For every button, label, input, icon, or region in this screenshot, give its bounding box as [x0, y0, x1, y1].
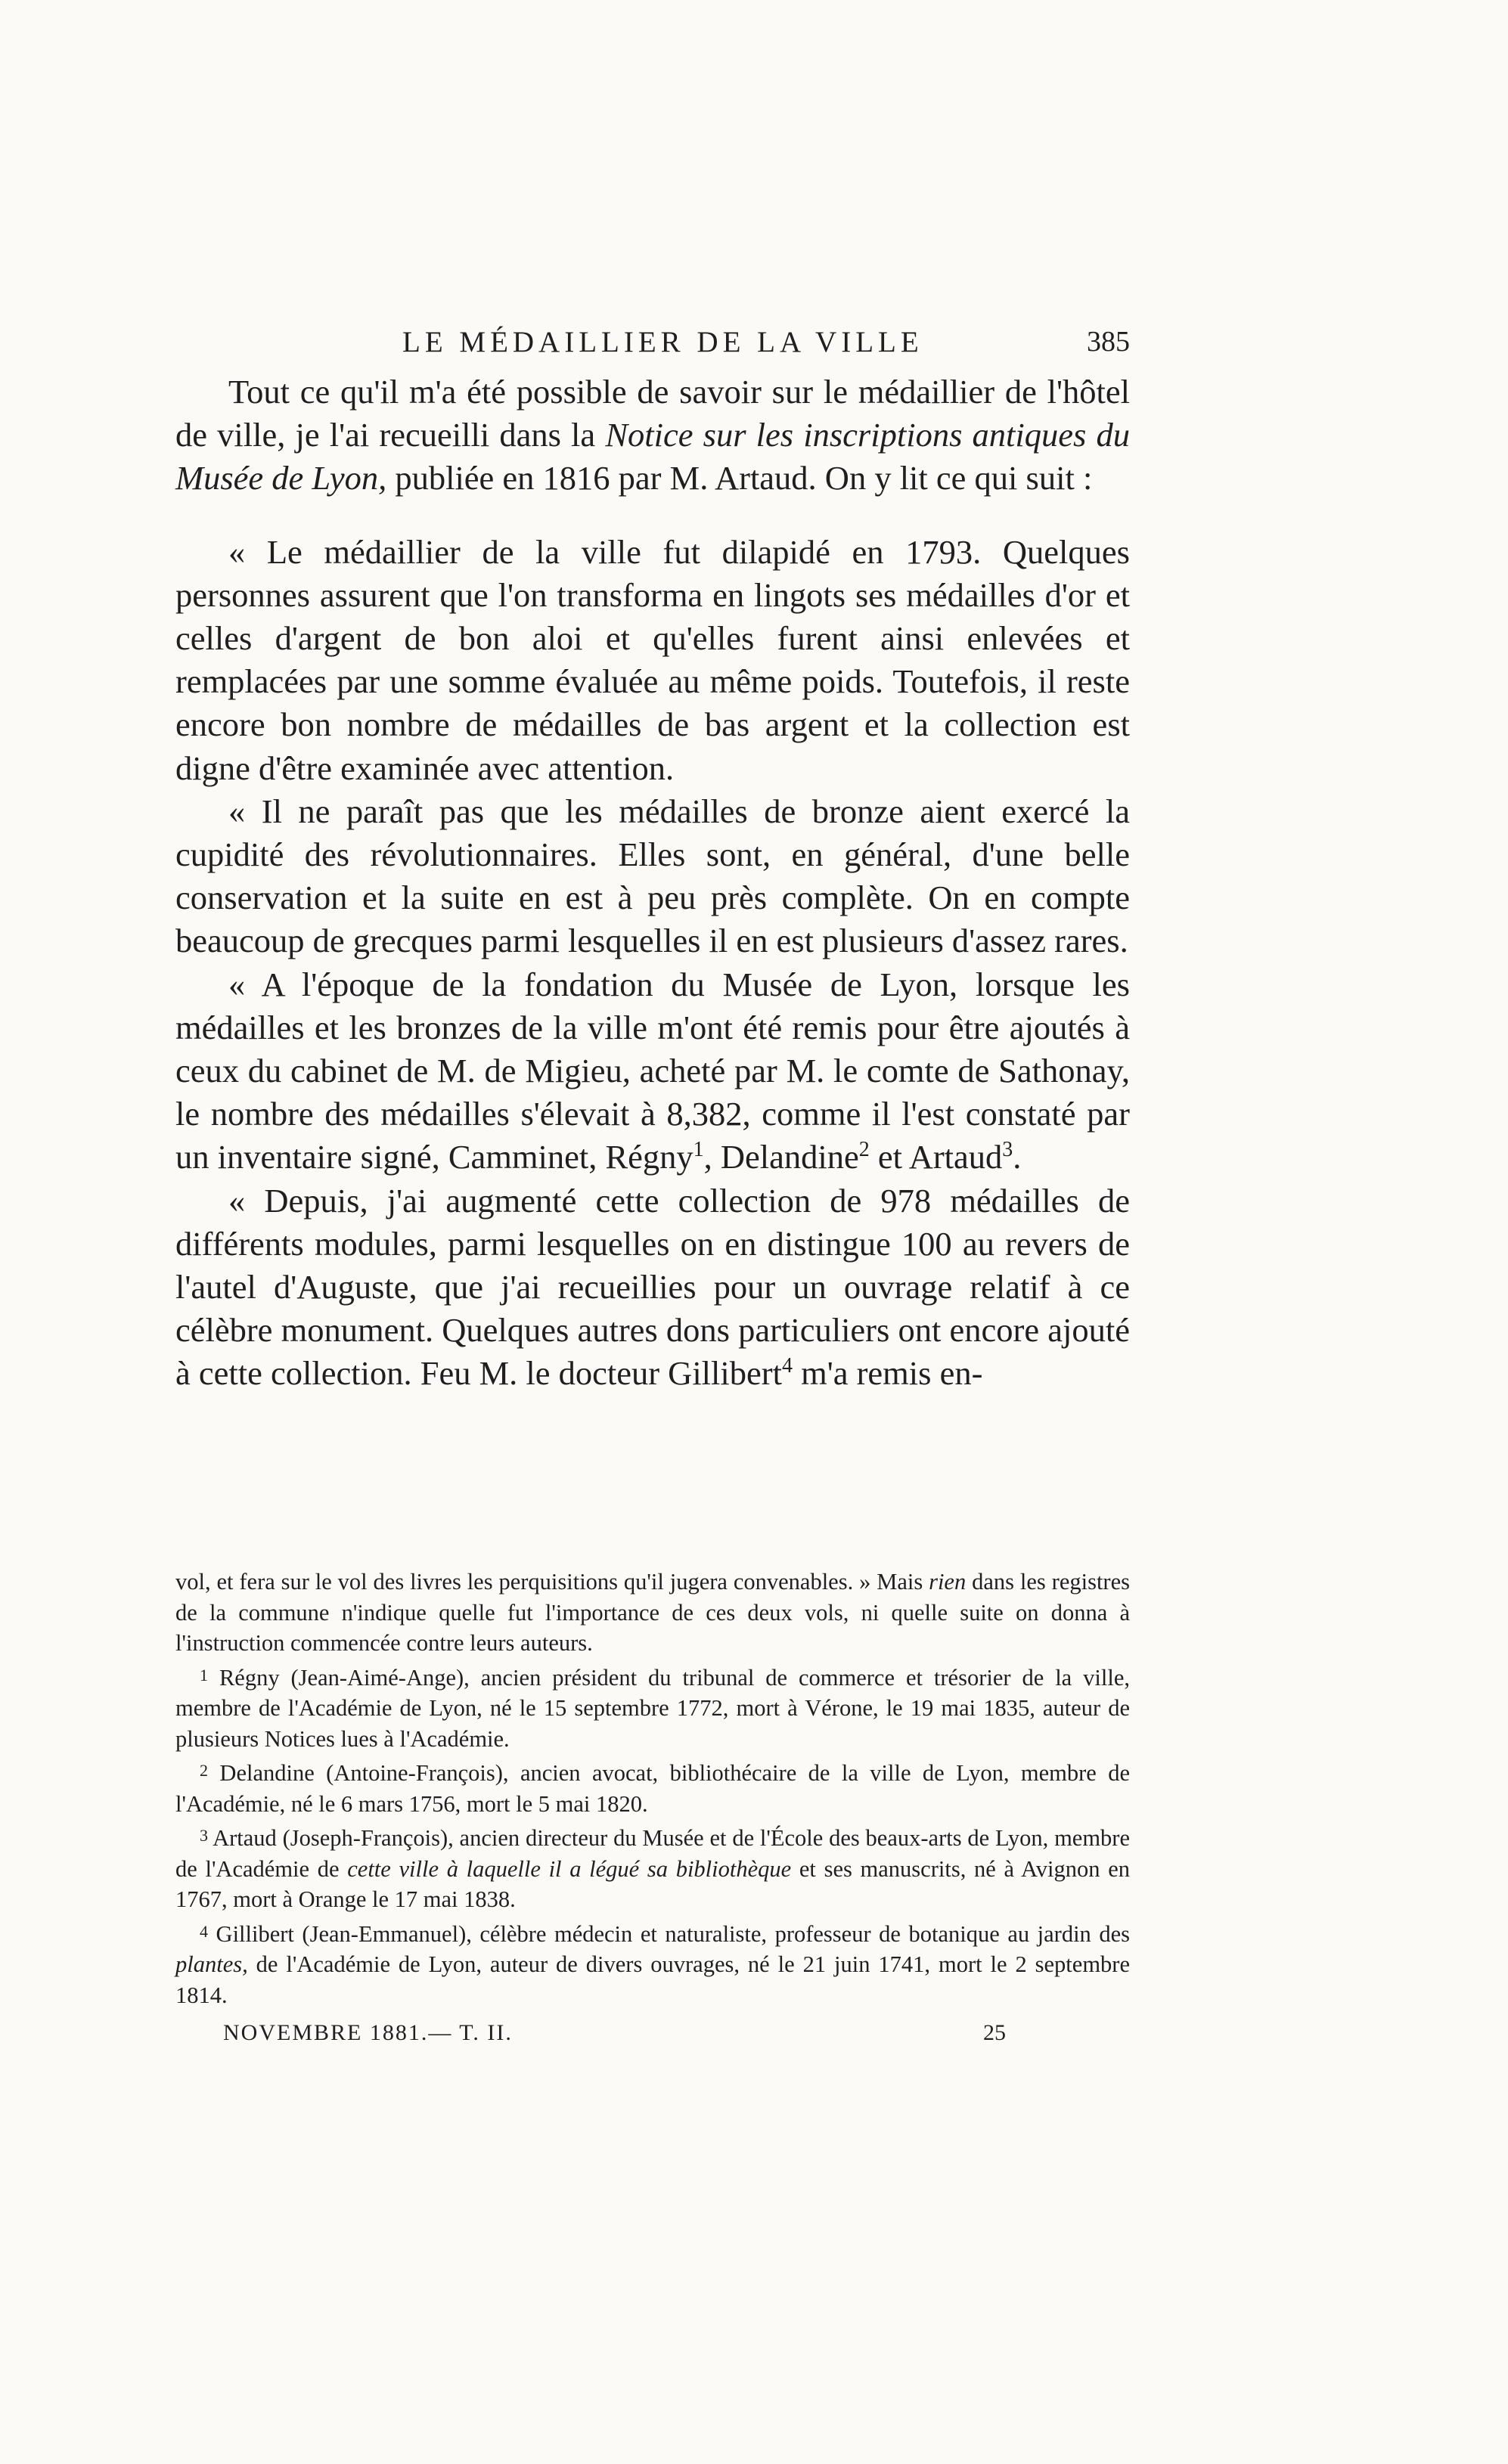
footnote-mark-2: 2 — [200, 1761, 208, 1780]
signature-line — [223, 2020, 1055, 2058]
footnote-2: $^2$ Delandine (Antoine-François), ancien avocat, bibliothécaire de la ville de Lyon, membre de l'Académie, né le 6 mars 1756, mort le 5 mai 1820. — [175, 1760, 1130, 1817]
body-text — [175, 370, 1130, 1396]
footnote-3: $^3$ Artaud (Joseph-François), ancien directeur du Musée et de l'École des beaux-arts de Lyon, membre de l'Académie de cette ville à laquelle il a légué sa bibliothèque et ses manuscrits, né à Avignon en 1767, mort à Orange le 17 mai 1838. — [175, 1825, 1131, 1912]
footnote-ref-3[interactable]: 3 — [1002, 1138, 1013, 1162]
footnote-continuation: vol, et fera sur le vol des livres les perquisitions qu'il jugera convenables. » Mais rien dans les registres de la commune n'indique quelle fut l'importance de ces deux vols, ni quelle suite on donna à l'instruction commencée contre leurs auteurs. — [175, 1569, 1130, 1656]
footnote-ref-4[interactable]: 4 — [781, 1354, 793, 1378]
running-head — [175, 325, 1130, 370]
paragraph-quote-4: « Depuis, j'ai augmenté cette collection de 978 médailles de différents modules, parmi lesquelles on en distingue 100 au revers de l'autel d'Auguste, que j'ai recueillies pour un ouvrage relatif à ce célèbre monument. Quelques autres dons particuliers ont encore ajouté à cette collection. Feu M. le docteur Gillibert$^4$ m'a remis en- — [175, 1181, 1130, 1393]
running-title: LE MÉDAILLIER DE LA VILLE — [402, 326, 923, 358]
footnote-mark-1: 1 — [200, 1665, 208, 1685]
page-number: 385 — [1087, 326, 1130, 358]
footnote-ref-1[interactable]: 1 — [693, 1138, 704, 1162]
footnote-4: $^4$ Gillibert (Jean-Emmanuel), célèbre médecin et naturaliste, professeur de botanique au jardin des plantes, de l'Académie de Lyon, auteur de divers ouvrages, né le 21 juin 1741, mort le 2 septembre 1814. — [175, 1920, 1130, 2008]
notice-title: Notice sur les inscriptions antiques du Musée de Lyon, — [175, 416, 1130, 497]
paragraph-quote-1: « Le médaillier de la ville fut dilapidé en 1793. Quelques personnes assurent que l'on transforma en lingots ses médailles d'or et celles d'argent de bon aloi et qu'elles furent ainsi enlevées et remplacées par une somme évaluée au même poids. Toutefois, il reste encore bon nombre de médailles de bas argent et la collection est digne d'être examinée avec attention. — [175, 532, 1130, 787]
footnote-mark-4: 4 — [200, 1921, 208, 1941]
paragraph-quote-2: « Il ne paraît pas que les médailles de bronze aient exercé la cupidité des révolutionnaires. Elles sont, en général, d'une belle conservation et la suite en est à peu près complète. On en compte beaucoup de grecques parmi lesquelles il en est plusieurs d'assez rares. — [175, 792, 1130, 960]
footnotes — [175, 1567, 1130, 2014]
footnote-mark-3: 3 — [200, 1826, 208, 1845]
signature-date: NOVEMBRE 1881.— T. II. — [223, 2020, 513, 2045]
signature-number: 25 — [983, 2020, 1006, 2045]
footnote-1: $^1$ Régny (Jean-Aimé-Ange), ancien président du tribunal de commerce et trésorier de la ville, membre de l'Académie de Lyon, né le 15 septembre 1772, mort à Vérone, le 19 mai 1835, auteur de plusieurs Notices lues à l'Académie. — [175, 1664, 1130, 1752]
footnote-ref-2[interactable]: 2 — [858, 1138, 870, 1162]
paragraph-quote-3: « A l'époque de la fondation du Musée de Lyon, lorsque les médailles et les bronzes de la ville m'ont été remis pour être ajoutés à ceux du cabinet de M. de Migieu, acheté par M. le comte de Sathonay, le nombre des médailles s'élevait à 8,382, comme il l'est constaté par un inventaire signé, Camminet, Régny$^1$, Delandine$^2$ et Artaud$^3$. — [175, 965, 1130, 1176]
paragraph-intro: Tout ce qu'il m'a été possible de savoir sur le médaillier de l'hôtel de ville, je l'ai recueilli dans la Notice sur les inscriptions antiques du Musée de Lyon, publiée en 1816 par M. Artaud. On y lit ce qui suit : — [175, 373, 1130, 497]
